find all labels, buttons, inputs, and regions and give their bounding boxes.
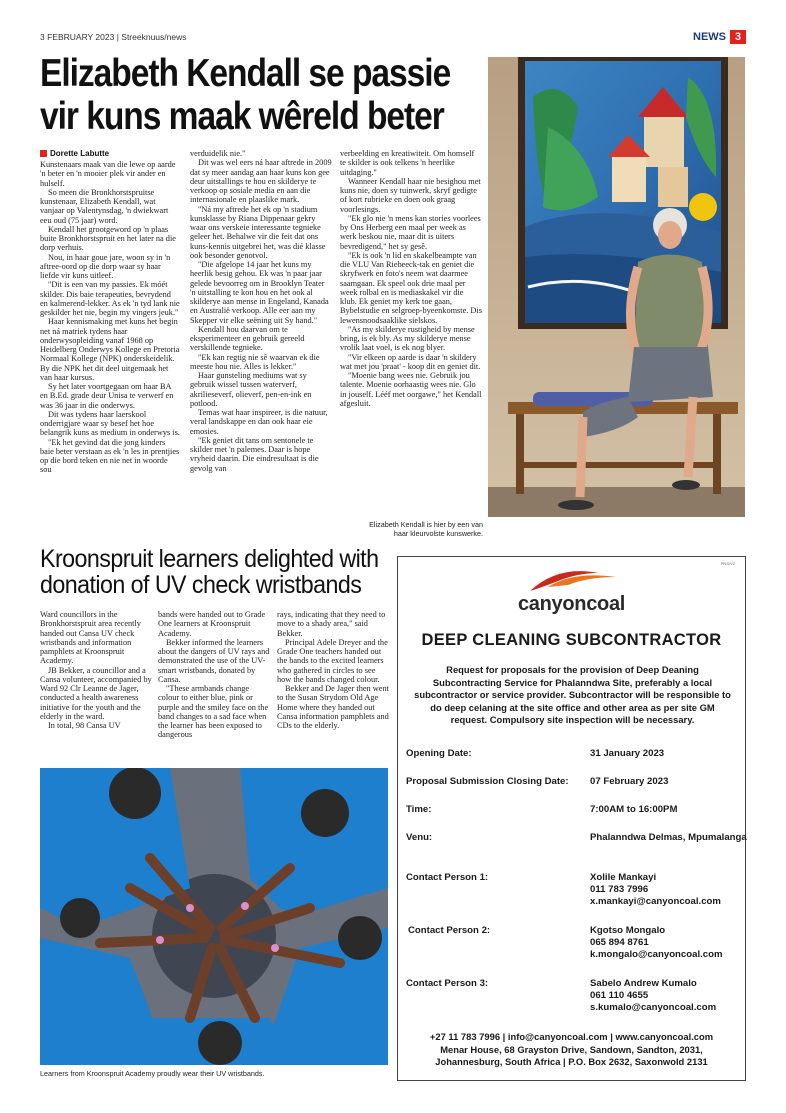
learners-photo	[40, 768, 388, 1065]
paragraph: Kunstenaars maak van die lewe op aarde 'n beter en 'n mooier plek vir ander en hulself.	[40, 160, 176, 188]
paragraph: Dit was wel eers ná haar aftrede in 2009 dat sy meer aandag aan haar kuns kon gee deur uitstallings te hou en skilderye te verkoop op sosiale media en aan die internasionale en plaaslike mark.	[190, 158, 332, 205]
ad-row-contact-1: Contact Person 1: Xolile Mankayi 011 783 7996 x.mankayi@canyoncoal.com	[406, 872, 721, 907]
page-number: 3	[730, 30, 746, 44]
paragraph: "Ek geniet dit tans om sentonele te skilder met 'n palemes. Daar is hope vryheid daarin. Die eindresultaat is die gevolg van	[190, 435, 319, 473]
paragraph: verduidelik nie."	[190, 149, 246, 158]
article-headline	[40, 52, 451, 138]
paragraph: bands were handed out to Grade One learners at Kroonspruit Academy.	[158, 610, 266, 638]
headline-line-1: Elizabeth Kendall se passie	[40, 52, 451, 95]
paragraph: Temas wat haar inspireer, is die natuur, veral landskappe en dan ook haar eie emosies.	[190, 408, 328, 436]
paragraph: Kendall hou daarvan om te eksperimenteer en gebruik gereeld verskillende tegnieke.	[190, 324, 305, 353]
kendall-photo	[488, 57, 745, 517]
paragraph: "As my skilderye rustigheid by mense bring, is ek bly. As my skilderye mense vrolik laat voel, is ek nog blyer.	[340, 324, 475, 353]
paragraph: In total, 98 Cansa UV	[48, 721, 121, 730]
paragraph: Haar kennismaking met kuns het begin net ná matriek tydens haar onderwysopleiding vanaf 1968 op Heidelberg Onderwys Kollege en Pretoria Normaal Kollege (NPK) onderskeidelik. By die NPK het dit deel uitgemaak het van haar kursus.	[40, 317, 180, 382]
headline2-line-1: Kroonspruit learners delighted with	[40, 545, 379, 573]
paragraph: JB Bekker, a councillor and a Cansa volunteer, accompanied by Ward 92 Clr Leanne de Jager, conducted a health awareness initiative for the youth and the elderly in the ward.	[40, 665, 152, 721]
paragraph: "Ek het gevind dat die jong kinders baie beter verstaan as ek 'n les in prentjies op die bord teken en nie net in woorde sou	[40, 437, 180, 475]
paragraph: Dit was tydens haar laerskool onderrigjare waar sy besef het hoe belangrik kuns as medium in onderwys is.	[40, 409, 180, 438]
photo-caption-1: Elizabeth Kendall is hier by een van haar kleurvolste kunswerke.	[369, 520, 483, 538]
paragraph: "Ek kan regtig nie sê waarvan ek die meeste hou nie. Alles is lekker."	[190, 352, 320, 371]
paragraph: "Vir elkeen op aarde is daar 'n skildery wat met jou 'praat' - koop dit en geniet dit.	[340, 352, 481, 371]
paragraph: Bekker informed the learners about the dangers of UV rays and demonstrated the use of the UV-smart wristbands, donated by Cansa.	[158, 637, 270, 684]
article-column-3	[340, 149, 482, 519]
paragraph: "Ná my aftrede het ek op 'n stadium kunsklasse by Riana Dippenaar gekry waar ons verskeie interessante tegnieke geleer het. Behalwe vir die feit dat ons kuns-kennis uitgebrei het, was dié klasse ook besonder genotvol.	[190, 204, 326, 260]
ad-row-contact-3: Contact Person 3: Sabelo Andrew Kumalo 061 110 4655 s.kumalo@canyoncoal.com	[406, 978, 717, 1013]
page-header	[40, 32, 746, 46]
canyoncoal-advert: PNS/V2 canyoncoal DEEP CLEANING SUBCONTRACTOR Request for proposals for the provision of Deep Deaning Subcontracting Service for Phalanndwa Site, preferably a local subcontractor or service provider. Subcontractor will be responsible to do deep celaning at the site office and other area as per site GM request. Compulsory site inspection will be necessary. Opening Date: 31 January 2023 Proposal Submission Closing Date: 07 February 2023 Time: 7:00AM to 16:00PM Venu: Phalanndwa Delmas, Mpumalanga Contact Person 1: Xolile Mankayi 011 783 7996 x.mankayi@canyoncoal.com Contact Person 2: Kgotso Mongalo 065 894 8761 k.mongalo@canyoncoal.com Contact Person 3: Sabelo Andrew Kumalo 061 110 4655 s.kumalo@canyoncoal.com +27 11 783 7996 | info@canyoncoal.com | www.canyoncoal.com Menar House, 68 Grayston Drive, Sandown, Sandton, 2031, Johannesburg, South Africa | P.O. Box 2632, Saxonwold 2131	[397, 556, 746, 1081]
article2-column-2	[158, 610, 270, 765]
photo-caption-2: Learners from Kroonspruit Academy proudly wear their UV wristbands.	[40, 1069, 265, 1078]
paragraph: "Dit is een van my passies. Ek móét skilder. Dis baie terapeuties, bevrydend en kalmerend-lekker. As ek 'n tyd lank nie geskilder het nie, begin my vingers jeuk."	[40, 280, 180, 317]
ad-row-venue: Venu: Phalanndwa Delmas, Mpumalanga	[406, 832, 747, 843]
canyoncoal-logo-icon	[528, 565, 618, 595]
ad-tag: PNS/V2	[720, 561, 735, 566]
ad-title: DEEP CLEANING SUBCONTRACTOR	[421, 631, 722, 649]
paragraph: Bekker and De Jager then went to the Susan Strydom Old Age Home where they handed out Cansa information pamphlets and CDs to the elderly.	[277, 684, 389, 730]
byline: Dorette Labutte	[40, 149, 109, 158]
paragraph: Nou, in haar goue jare, woon sy in 'n aftree-oord op die dorp waar sy haar liefde vir kuns uitleef.	[40, 252, 171, 280]
article2-column-1	[40, 610, 152, 765]
ad-row-contact-2: Contact Person 2: Kgotso Mongalo 065 894 8761 k.mongalo@canyoncoal.com	[408, 925, 723, 960]
ad-body: Request for proposals for the provision of Deep Deaning Subcontracting Service for Phalanndwa Site, preferably a local subcontractor or service provider. Subcontractor will be responsible to do deep celaning at the site office and other area as per site GM request. Compulsory site inspection will be necessary.	[414, 664, 731, 726]
paragraph: "Moenie bang wees nie. Gebruik jou talente. Moenie oorhaastig wees nie. Glo in jouself. Lééf met oorgawe," het Kendall afgesluit.	[340, 371, 482, 408]
paragraph: Ward councillors in the Bronkhorstspruit area recently handed out Cansa UV check wristbands and information pamphlets at Kroonspruit Academy.	[40, 610, 141, 666]
byline-marker-icon	[40, 150, 47, 157]
paragraph: "Die afgelope 14 jaar het kuns my heerlik besig gehou. Ek was 'n paar jaar gelede bevoorreg om in Brooklyn Teater 'n uitstalling te kon hou en het ook al skilderye aan mense in Engeland, Kanada en Australië verkoop. Alle eer aan my Skepper vir elke seëning uit Sy hand."	[190, 260, 329, 325]
paragraph: Kendall het grootgeword op 'n plaas buite Bronkhorstspruit en het later na die dorp verhuis.	[40, 224, 176, 253]
paragraph: "Ek glo nie 'n mens kan stories voorlees by Ons Herberg een maal per week as werk beskou nie, maar dit is uiters bevredigend," het sy gesê.	[340, 213, 481, 251]
headline-line-2: vir kuns maak wêreld beter	[40, 95, 444, 138]
paragraph: "Ek is ook 'n lid en skakelbeampte van die VLU Van Riebeeck-tak en geniet die skryfwerk en foto's neem wat daarmee saamgaan. Ek speel ook drie maal per week rolbal en is mediaskakel vir die klub. Ek geniet my kerk toe gaan, Bybelstudie en selgroep-byeenkomste. Dis lewensnoodsaaklike sielskos.	[340, 250, 482, 325]
paragraph: Wanneer Kendall haar nie besighou met kuns nie, doen sy tuinwerk, skryf gedigte of kort rubrieke en doen ook graag voorlesings.	[340, 176, 481, 214]
ad-footer: +27 11 783 7996 | info@canyoncoal.com | www.canyoncoal.com Menar House, 68 Grayston Drive, Sandown, Sandton, 2031, Johannesburg, South Africa | P.O. Box 2632, Saxonwold 2131	[429, 1031, 714, 1068]
paragraph: Sy het later voortgegaan om haar BA en B.Ed. grade deur Unisa te verwerf en was 36 jaar in die onderwys.	[40, 382, 174, 410]
paragraph: Principal Adele Dreyer and the Grade One teachers handed out the bands to the excited learners who gathered in circles to see how the bands changed colour.	[277, 637, 388, 684]
issue-date: 3 FEBRUARY 2023 | Streeknuus/news	[40, 32, 187, 42]
article2-column-3	[277, 610, 389, 765]
article2-headline	[40, 545, 379, 599]
paragraph: verbeelding en kreatiwiteit. Om homself te skilder is ook telkens 'n heerlike uitdaging."	[340, 149, 475, 177]
paragraph: So meen die Bronkhorstspruitse kunstenaar, Elizabeth Kendall, wat vanjaar op Valentynsdag, 'n dwiekwart eeu oud (75 jaar) word.	[40, 187, 169, 225]
headline2-line-2: donation of UV check wristbands	[40, 571, 362, 599]
section-label: NEWS	[693, 31, 726, 43]
canyoncoal-wordmark: canyoncoal	[517, 593, 626, 615]
article-column-1	[40, 160, 180, 540]
paragraph: "These armbands change colour to either blue, pink or purple and the smiley face on the band changes to a sad face when the learner has been exposed to dangerous	[158, 684, 269, 740]
article-column-2	[190, 149, 332, 540]
paragraph: Haar gunsteling mediums wat sy gebruik wissel tussen waterverf, akrilieseverf, olieverf, pen-en-ink en potlood.	[190, 371, 312, 408]
paragraph: rays, indicating that they need to move to a shady area," said Bekker.	[277, 610, 386, 638]
